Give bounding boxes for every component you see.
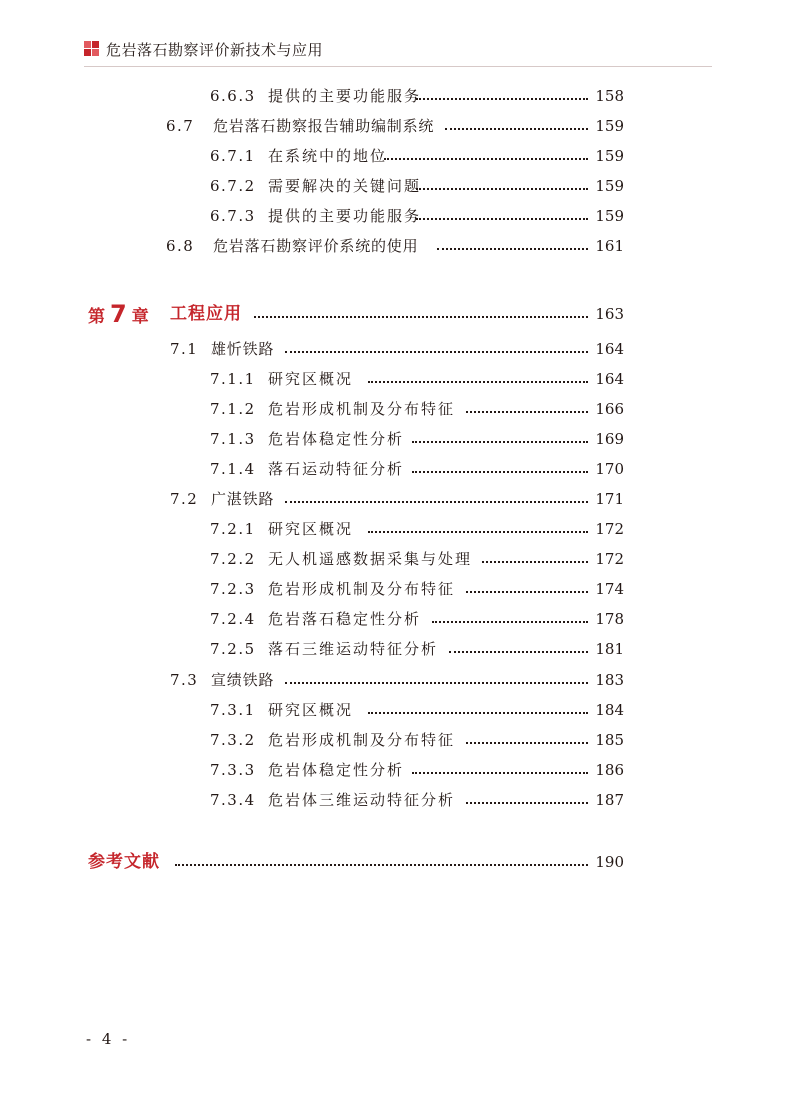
toc-entry-7-3-4[interactable] bbox=[0, 788, 790, 812]
page-number: 190 bbox=[595, 853, 624, 871]
page-number: 166 bbox=[595, 400, 624, 418]
toc-entry-7-3-3[interactable] bbox=[0, 758, 790, 782]
page-number: 172 bbox=[595, 520, 624, 538]
section-number: 7.2.2 bbox=[210, 550, 256, 568]
page-footer-number: - 4 - bbox=[86, 1030, 131, 1048]
section-title: 提供的主要功能服务 bbox=[268, 87, 422, 105]
dot-leader bbox=[416, 188, 588, 190]
section-number: 7.1.4 bbox=[210, 460, 256, 478]
dot-leader bbox=[466, 411, 588, 413]
toc-entry-7-3[interactable] bbox=[0, 668, 790, 692]
page-number: 181 bbox=[595, 640, 624, 658]
page-number: 159 bbox=[595, 207, 624, 225]
toc-entry-7-2[interactable] bbox=[0, 487, 790, 511]
dot-leader bbox=[368, 531, 588, 533]
section-number: 7.1 bbox=[170, 340, 199, 358]
section-number: 6.7.2 bbox=[210, 177, 256, 195]
section-title: 提供的主要功能服务 bbox=[268, 207, 422, 225]
section-title: 在系统中的地位 bbox=[268, 147, 388, 165]
section-title: 落石三维运动特征分析 bbox=[268, 640, 439, 658]
page-number: 187 bbox=[595, 791, 624, 809]
section-number: 7.3.1 bbox=[210, 701, 256, 719]
dot-leader bbox=[368, 712, 588, 714]
section-number: 7.3.3 bbox=[210, 761, 256, 779]
page-number: 159 bbox=[595, 177, 624, 195]
section-number: 7.3 bbox=[170, 671, 199, 689]
dot-leader bbox=[175, 864, 588, 866]
section-number: 7.2.1 bbox=[210, 520, 256, 538]
dot-leader bbox=[437, 248, 588, 250]
section-title: 危岩形成机制及分布特征 bbox=[268, 731, 456, 749]
page-number: 158 bbox=[595, 87, 624, 105]
section-title: 落石运动特征分析 bbox=[268, 460, 405, 478]
page-number: 169 bbox=[595, 430, 624, 448]
page-number: 172 bbox=[595, 550, 624, 568]
section-title: 危岩体三维运动特征分析 bbox=[268, 791, 456, 809]
section-number: 7.3.4 bbox=[210, 791, 256, 809]
toc-entry-7-2-2[interactable] bbox=[0, 547, 790, 571]
section-number: 6.7 bbox=[166, 117, 195, 135]
section-title: 研究区概况 bbox=[268, 520, 354, 538]
page-number: 164 bbox=[595, 340, 624, 358]
toc-entry-7-3-1[interactable] bbox=[0, 698, 790, 722]
section-number: 6.8 bbox=[166, 237, 195, 255]
section-title: 危岩形成机制及分布特征 bbox=[268, 580, 456, 598]
dot-leader bbox=[449, 651, 588, 653]
page-number: 164 bbox=[595, 370, 624, 388]
page-number: 178 bbox=[595, 610, 624, 628]
toc-entry-7-1[interactable] bbox=[0, 337, 790, 361]
chapter-title: 工程应用 bbox=[170, 304, 242, 324]
dot-leader bbox=[466, 802, 588, 804]
toc-entry-6-7-2[interactable] bbox=[0, 174, 790, 198]
page-number: 161 bbox=[595, 237, 624, 255]
section-title: 危岩体稳定性分析 bbox=[268, 761, 405, 779]
page-number: 185 bbox=[595, 731, 624, 749]
section-title: 危岩落石勘察报告辅助编制系统 bbox=[213, 117, 435, 135]
toc-entry-6-7-3[interactable] bbox=[0, 204, 790, 228]
toc-entry-6-8[interactable] bbox=[0, 234, 790, 258]
dot-leader bbox=[412, 772, 588, 774]
section-number: 7.2 bbox=[170, 490, 199, 508]
toc-entry-references[interactable] bbox=[0, 850, 790, 874]
dot-leader bbox=[416, 218, 588, 220]
dot-leader bbox=[416, 98, 588, 100]
references-title: 参考文献 bbox=[88, 852, 160, 872]
book-title: 危岩落石勘察评价新技术与应用 bbox=[106, 40, 324, 59]
toc-entry-7-3-2[interactable] bbox=[0, 728, 790, 752]
page-number: 163 bbox=[595, 305, 624, 323]
page-number: 186 bbox=[595, 761, 624, 779]
chapter-prefix: 第 bbox=[88, 307, 106, 327]
toc-entry-7-2-5[interactable] bbox=[0, 637, 790, 661]
section-title: 宣绩铁路 bbox=[211, 671, 275, 689]
page-number: 159 bbox=[595, 147, 624, 165]
dot-leader bbox=[368, 381, 588, 383]
toc-entry-6-7[interactable] bbox=[0, 114, 790, 138]
toc-entry-7-2-4[interactable] bbox=[0, 607, 790, 631]
toc-entry-7-1-4[interactable] bbox=[0, 457, 790, 481]
dot-leader bbox=[285, 682, 588, 684]
section-title: 危岩落石勘察评价系统的使用 bbox=[213, 237, 419, 255]
section-title: 雄忻铁路 bbox=[211, 340, 275, 358]
dot-leader bbox=[482, 561, 588, 563]
section-number: 7.2.5 bbox=[210, 640, 256, 658]
page-number: 174 bbox=[595, 580, 624, 598]
dot-leader bbox=[466, 591, 588, 593]
dot-leader bbox=[432, 621, 588, 623]
page-number: 183 bbox=[595, 671, 624, 689]
dot-leader bbox=[254, 316, 588, 318]
toc-entry-7-2-1[interactable] bbox=[0, 517, 790, 541]
section-number: 7.1.3 bbox=[210, 430, 256, 448]
dot-leader bbox=[466, 742, 588, 744]
toc-entry-6-6-3[interactable] bbox=[0, 84, 790, 108]
section-title: 危岩体稳定性分析 bbox=[268, 430, 405, 448]
section-number: 7.1.2 bbox=[210, 400, 256, 418]
toc-entry-7-1-2[interactable] bbox=[0, 397, 790, 421]
toc-entry-7-2-3[interactable] bbox=[0, 577, 790, 601]
page-number: 170 bbox=[595, 460, 624, 478]
section-title: 广湛铁路 bbox=[211, 490, 275, 508]
section-title: 危岩形成机制及分布特征 bbox=[268, 400, 456, 418]
dot-leader bbox=[412, 441, 588, 443]
section-number: 7.2.3 bbox=[210, 580, 256, 598]
section-number: 6.7.3 bbox=[210, 207, 256, 225]
toc-entry-6-7-1[interactable] bbox=[0, 144, 790, 168]
chapter-digit: 7 bbox=[110, 300, 128, 328]
page-number: 171 bbox=[595, 490, 624, 508]
dot-leader bbox=[285, 501, 588, 503]
section-number: 7.1.1 bbox=[210, 370, 256, 388]
section-title: 研究区概况 bbox=[268, 370, 354, 388]
section-title: 危岩落石稳定性分析 bbox=[268, 610, 422, 628]
dot-leader bbox=[445, 128, 588, 130]
toc-entry-7-1-1[interactable] bbox=[0, 367, 790, 391]
toc-entry-7-1-3[interactable] bbox=[0, 427, 790, 451]
dot-leader bbox=[384, 158, 588, 160]
section-number: 6.7.1 bbox=[210, 147, 256, 165]
section-title: 需要解决的关键问题 bbox=[268, 177, 422, 195]
page-number: 159 bbox=[595, 117, 624, 135]
dot-leader bbox=[412, 471, 588, 473]
section-number: 7.3.2 bbox=[210, 731, 256, 749]
chapter-suffix: 章 bbox=[131, 307, 150, 327]
section-number: 6.6.3 bbox=[210, 87, 256, 105]
section-title: 研究区概况 bbox=[268, 701, 354, 719]
page-number: 184 bbox=[595, 701, 624, 719]
dot-leader bbox=[285, 351, 588, 353]
section-title: 无人机遥感数据采集与处理 bbox=[268, 550, 473, 568]
chapter-number bbox=[88, 302, 150, 329]
section-number: 7.2.4 bbox=[210, 610, 256, 628]
toc-chapter-7[interactable] bbox=[0, 302, 790, 326]
